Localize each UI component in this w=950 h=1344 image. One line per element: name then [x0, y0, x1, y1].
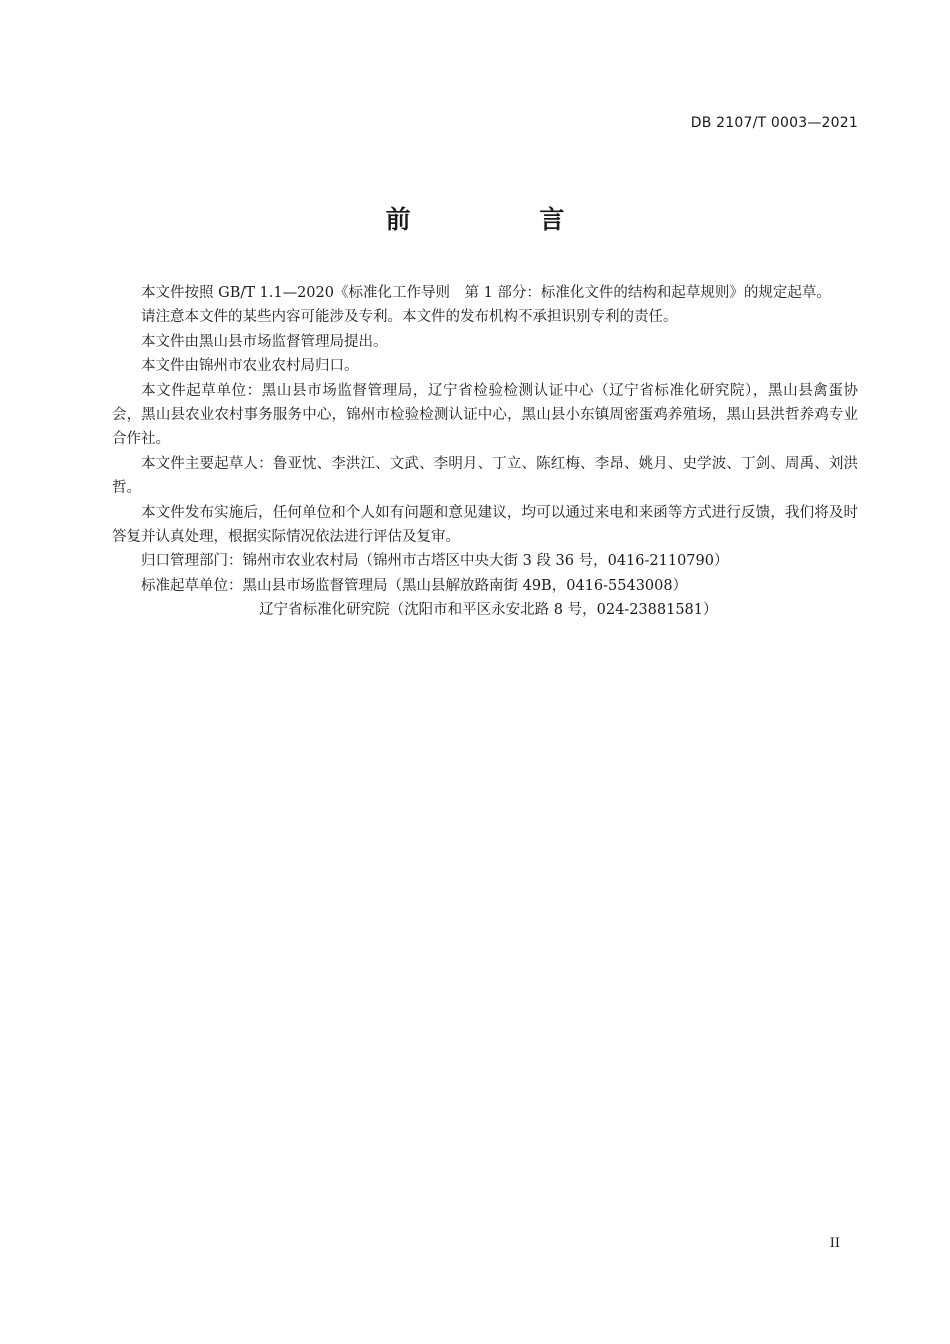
- page-number: II: [829, 1236, 840, 1251]
- paragraph-drafting-units: 本文件起草单位：黑山县市场监督管理局，辽宁省检验检测认证中心（辽宁省标准化研究院），黑山县禽蛋协会，黑山县农业农村事务服务中心，锦州市检验检测认证中心，黑山县小东镇周密蛋鸡养殖场，黑山县洪哲养鸡专业合作社。: [112, 382, 858, 448]
- paragraph-main-drafters: 本文件主要起草人：鲁亚忱、李洪江、文武、李明月、丁立、陈红梅、李昂、姚月、史学波、丁剑、周禹、刘洪哲。: [112, 455, 858, 497]
- contact-drafting-unit-1: 标准起草单位：黑山县市场监督管理局（黑山县解放路南街 49B，0416-5543008）: [141, 577, 688, 594]
- paragraph-centralized-unit: 本文件由锦州市农业农村局归口。: [141, 358, 359, 375]
- page-title: 前 言: [385, 205, 625, 234]
- contact-management-dept: 归口管理部门：锦州市农业农村局（锦州市古塔区中央大街 3 段 36 号，0416-2110790）: [141, 553, 729, 570]
- contact-drafting-unit-2: 辽宁省标准化研究院（沈阳市和平区永安北路 8 号，024-23881581）: [259, 602, 718, 619]
- paragraph-drafting-rules: 本文件按照 GB/T 1.1—2020《标准化工作导则 第 1 部分：标准化文件的结构和起草规则》的规定起草。: [141, 285, 831, 301]
- paragraph-feedback: 本文件发布实施后，任何单位和个人如有问题和意见建议，均可以通过来电和来函等方式进行反馈，我们将及时答复并认真处理，根据实际情况依法进行评估及复审。: [112, 504, 858, 546]
- paragraph-patent-notice: 请注意本文件的某些内容可能涉及专利。本文件的发布机构不承担识别专利的责任。: [141, 309, 678, 326]
- paragraph-proposer: 本文件由黑山县市场监督管理局提出。: [141, 333, 388, 350]
- standard-code: DB 2107/T 0003—2021: [690, 115, 858, 131]
- foreword-body: [112, 281, 858, 623]
